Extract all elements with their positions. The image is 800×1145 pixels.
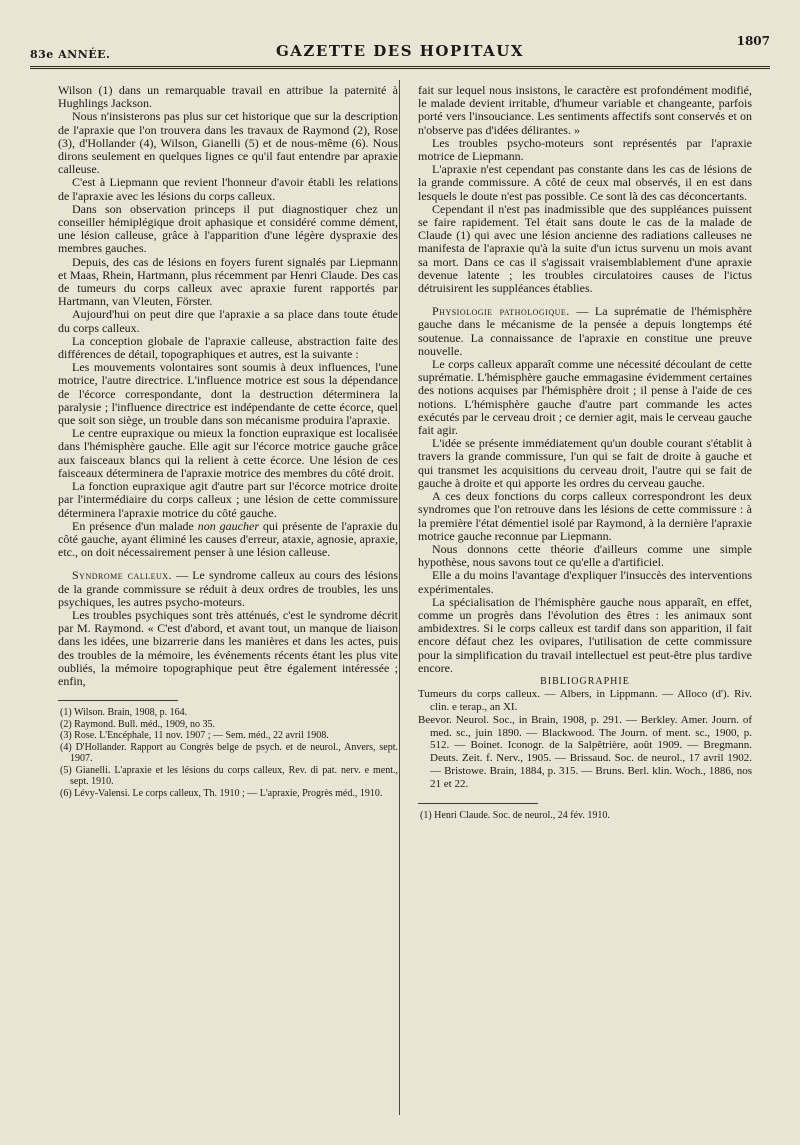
journal-title: GAZETTE DES HOPITAUX (275, 42, 524, 60)
paragraph: Depuis, des cas de lésions en foyers furent signalés par Liepmann et Maas, Rhein, Hartmann, plus récemment par Henri Claude. Des cas de tumeurs du corps calleux avec apraxie furent rapportés par Hartmann, van Vleuten, Förster. (58, 254, 398, 309)
footnote: (4) D'Hollander. Rapport au Congrès belge de psych. et de neurol., Anvers, sept. 1907. (60, 741, 398, 765)
page-header (30, 34, 770, 68)
footnote: (1) Henri Claude. Soc. de neurol., 24 fév. 1910. (420, 809, 610, 821)
page-number: 1807 (736, 34, 770, 48)
paragraph: Nous donnons cette théorie d'ailleurs comme une simple hypothèse, nous savons tout ce qu'elle a d'artificiel. (418, 541, 752, 570)
bibliography-entry: Beevor. Neurol. Soc., in Brain, 1908, p. 291. — Berkley. Amer. Journ. of med. sc., juin 1890. — Blackwood. The Journ. of ment. sc., 1900, p. 512. — Boinet. Iconogr. de la Salpêtrière, août 1909. — Bregmann. Deuts. Zeit. f. Nerv., 1905. — Brissaud. Soc. de neurol., 17 avril 1902. — Bristowe. Brain, 1884, p. 315. — Bruns. Berl. klin. Woch., 1886, nos 21 et 22. (418, 713, 752, 790)
paragraph: Les troubles psycho-moteurs sont représentés par l'apraxie motrice de Liepmann. (418, 135, 752, 164)
text: qui présente de l'apraxie du côté gauche, ayant éliminé les causes d'erreur, ataxie, agnosie, apraxie, etc., on doit nécessairement penser à une lésion calleuse. (58, 518, 398, 560)
section-title: Physiologie pathologique. (432, 304, 570, 319)
paragraph: L'apraxie n'est cependant pas constante dans les cas de lésions de la grande commissure. A côté de ceux mal observés, il en est dans lesquels le doute n'est pas possible. Ce sont là des cas déconcertants. (418, 162, 752, 203)
text: En présence d'un malade (72, 518, 198, 533)
footnote: (3) Rose. L'Encéphale, 11 nov. 1907 ; — Sem. méd., 22 avril 1908. (60, 730, 329, 742)
bibliography-entry: Tumeurs du corps calleux. — Albers, in Lippmann. — Alloco (d'). Riv. clin. e terap., an XI. (418, 688, 752, 713)
footnote: (2) Raymond. Bull. méd., 1909, no 35. (60, 718, 215, 730)
paragraph: Nous n'insisterons pas plus sur cet historique que sur la description de l'apraxie que l'on trouvera dans les travaux de Raymond (2), Rose (3), d'Hollander (4), Wilson, Gianelli (5) et de nous-même (6). Nous dirons seulement en quelques lignes ce qu'il faut entendre par apraxie calleuse. (58, 109, 398, 177)
year-label: 83e ANNÉE. (30, 48, 111, 61)
paragraph: Les mouvements volontaires sont soumis à deux influences, l'une motrice, l'autre directrice. L'influence motrice est sous la dépendance de l'écorce correspondante, dont la destruction déterminera la paralysie ; l'influence directrice est indépendante de cette écorce, quel que soit son siège, un trouble dans son mécanisme produira l'apraxie. (58, 360, 398, 428)
text: — La suprématie de l'hémisphère gauche dans le mécanisme de la pensée a depuis longtemps été soutenue. La connaissance de l'apraxie en constitue une preuve nouvelle. (418, 304, 752, 358)
paragraph: Wilson (1) dans un remarquable travail en attribue la paternité à Hughlings Jackson. (58, 83, 398, 111)
section-paragraph (418, 305, 752, 358)
paragraph: Dans son observation princeps il put diagnostiquer chez un conseiller hémiplégique droit aphasique et considéré comme dément, une lésion calleuse, grâce à l'apparition d'une légère dyspraxie des membres gauches. (58, 201, 398, 256)
footnote-rule (58, 700, 178, 701)
paragraph: Aujourd'hui on peut dire que l'apraxie a sa place dans toute étude du corps calleux. (58, 307, 398, 335)
paragraph: La conception globale de l'apraxie calleuse, abstraction faite des différences de détail, topographiques et autres, est la suivante : (58, 333, 398, 362)
footnote: (1) Wilson. Brain, 1908, p. 164. (60, 707, 188, 719)
header-rule (30, 66, 770, 69)
paragraph: La fonction eupraxique agit d'autre part sur l'écorce motrice droite par l'intermédiaire du corps calleux ; une lésion de cette commissure déterminera l'apraxie motrice du côté gauche. (58, 479, 398, 520)
paragraph (58, 520, 398, 560)
column-divider (399, 80, 400, 1115)
paragraph: Le corps calleux apparaît comme une nécessité découlant de cette suprématie. L'hémisphère gauche emmagasine évidemment certaines des notions acquises par l'hémisphère droit ; il pense à l'aide de ces notions. L'hémisphère gauche d'autre part commande les actes exécutés par le cerveau droit ; ce dernier agit, mais le cerveau gauche fait agir. (418, 357, 752, 438)
paragraph: fait sur lequel nous insistons, le caractère est profondément modifié, le malade devient irritable, d'humeur variable et changeante, parfois porté vers l'insouciance. Les sentiments affectifs sont conservés et on n'observe pas d'idées délirantes. » (418, 83, 752, 137)
left-column (58, 84, 398, 799)
section-title: Syndrome calleux. (72, 568, 173, 583)
footnote-rule (418, 803, 538, 804)
paragraph: A ces deux fonctions du corps calleux correspondront les deux syndromes que l'on retrouve dans les lésions de cette commissure : à la première l'état démentiel isolé par Raymond, à la dernière l'apraxie motrice gauche reconnue par Liepmann. (418, 489, 752, 543)
right-column (418, 84, 752, 821)
paragraph: L'idée se présente immédiatement qu'un double courant s'établit à travers la grande commissure, l'un qui se fait de droite à gauche et qui transmet les acquisitions du cerveau droit, l'autre qui se fait de gauche à droite et qui apporte les ordres du cerveau gauche. (418, 436, 752, 490)
text: — Le syndrome calleux au cours des lésions de la grande commissure se réduit à deux ordres de troubles, les uns psychiques, les autres psycho-moteurs. (58, 568, 399, 609)
paragraph: La spécialisation de l'hémisphère gauche nous apparaît, en effet, comme un progrès dans l'évolution des êtres : les animaux sont ambidextres. Si le corps calleux est tardif dans son apparition, il fait encore défaut chez les ovipares, l'utilisation de cette commissure pour la simplification du travail intellectuel est peut-être plus tardive encore. (418, 594, 752, 675)
section-paragraph (58, 569, 398, 609)
paragraph: C'est à Liepmann que revient l'honneur d'avoir établi les relations de l'apraxie avec les lésions du corps calleux. (58, 175, 398, 203)
footnote: (5) Gianelli. L'apraxie et les lésions du corps calleux, Rev. di pat. nerv. e ment., sept. 1910. (60, 764, 398, 788)
paragraph: Les troubles psychiques sont très atténués, c'est le syndrome décrit par M. Raymond. « C'est d'abord, et avant tout, un manque de liaison dans les idées, une bizarrerie dans les manières et dans les actes, puis des troubles de la mémoire, les événements récents étant les plus vite oubliés, la mémoire topographique peut être également intéressée ; enfin, (58, 607, 398, 688)
emphasis: non gaucher (197, 518, 259, 533)
bibliography-heading: BIBLIOGRAPHIE (540, 675, 630, 687)
paragraph: Cependant il n'est pas inadmissible que des suppléances puissent se faire rapidement. Tel était sans doute le cas de la malade de Claude (1) qui avec une lésion ancienne des radiations calleuses ne manifesta de l'apraxie qu'à la suite d'un ictus survenu un mois avant sa mort. Dans ce cas il s'agissait vraisemblablement d'une apraxie devenue latente ; les troubles circulatoires causes de l'ictus détruisirent les suppléances établies. (418, 201, 752, 296)
paragraph: Elle a du moins l'avantage d'expliquer l'insuccès des interventions expérimentales. (418, 568, 752, 596)
footnote: (6) Lévy-Valensi. Le corps calleux, Th. 1910 ; — L'apraxie, Progrès méd., 1910. (60, 787, 383, 799)
paragraph: Le centre eupraxique ou mieux la fonction eupraxique est localisée dans l'hémisphère gauche. Elle agit sur l'écorce motrice gauche grâce aux faisceaux blancs qui la relient à cette écorce. Une lésion de ces faisceaux déterminera de l'apraxie motrice des membres du côté droit. (58, 426, 398, 480)
